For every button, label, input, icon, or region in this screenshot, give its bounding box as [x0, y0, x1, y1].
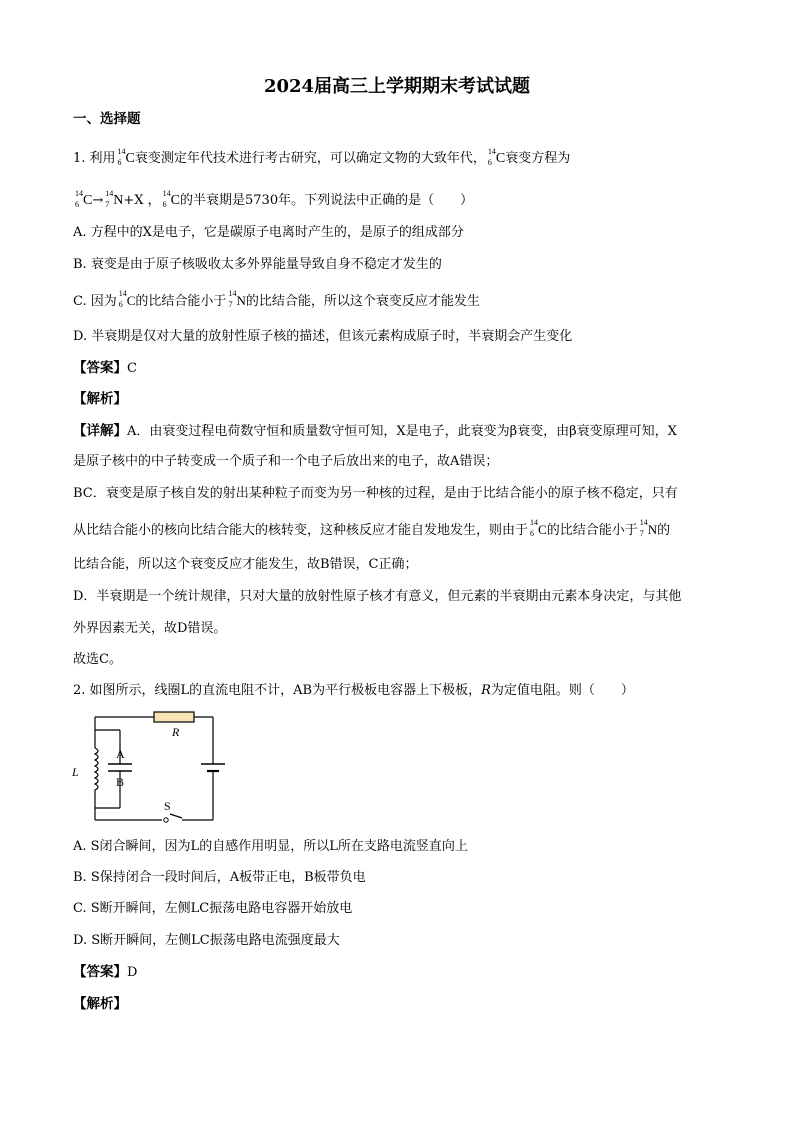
q1-detail-line6: D．半衰期是一个统计规律，只对大量的放射性原子核才有意义，但元素的半衰期由元素本身决定，与其他 [73, 589, 682, 604]
label-r: R [172, 725, 180, 739]
q1-detail-line1: 【详解】A．由衰变过程电荷数守恒和质量数守恒可知，X是电子，此衰变为β衰变，由β衰变原理可知，X [73, 423, 677, 439]
nuclide-n14: 14 7 N [228, 289, 246, 309]
q2-option-c: C. S断开瞬间，左侧LC振荡电路电容器开始放电 [73, 901, 353, 916]
q1-detail-line2: 是原子核中的中子转变成一个质子和一个电子后放出来的电子，故A错误； [73, 454, 499, 469]
nuclide-n14: 14 7 N [105, 189, 124, 209]
q2-answer: 【答案】D [73, 964, 138, 980]
arrow-symbol: → [92, 193, 104, 208]
q2-analysis-label: 【解析】 [73, 996, 127, 1012]
nuclide-c14: 14 6 C [118, 289, 136, 309]
nuclide-c14: 14 6 C [75, 189, 93, 209]
q1-stem-line2: 14 6 C→ 14 7 N+X ， 14 6 C的半衰期是5730年。下列说法中正确的是（ ） [75, 189, 474, 209]
q1-detail-line3: BC．衰变是原子核自发的射出某种粒子而变为另一种核的过程，是由于比结合能小的原子核不稳定，只有 [73, 486, 678, 501]
circuit-diagram [70, 708, 230, 830]
nuclide-n14: 14 7 N [639, 518, 658, 538]
nuclide-c14: 14 6 C [487, 147, 506, 167]
label-l: L [72, 765, 79, 779]
nuclide-c14: 14 6 C [117, 147, 135, 167]
q1-option-c: C. 因为 14 6 C的比结合能小于 14 7 N的比结合能，所以这个衰变反应才能发生 [73, 289, 480, 309]
q2-option-a: A. S闭合瞬间，因为L的自感作用明显，所以L所在支路电流竖直向上 [73, 839, 468, 854]
q1-analysis-label: 【解析】 [73, 391, 127, 407]
label-b: B [116, 775, 125, 789]
q1-stem-line1: 1. 利用 14 6 C衰变测定年代技术进行考古研究，可以确定文物的大致年代， 14 6 C衰变方程为 [73, 147, 571, 167]
q1-detail-line4: 从比结合能小的核向比结合能大的核转变，这种核反应才能自发地发生，则由于 14 6 C的比结合能小于 14 7 N的 [73, 518, 671, 538]
nuclide-c14: 14 6 C [530, 518, 547, 538]
label-s: S [164, 799, 171, 813]
q1-answer: 【答案】C [73, 360, 137, 376]
switch-contact [164, 818, 168, 822]
page-title: 2024届高三上学期期末考试试题 [263, 76, 531, 97]
q1-option-d: D. 半衰期是仅对大量的放射性原子核的描述，但该元素构成原子时，半衰期会产生变化 [73, 329, 573, 344]
q1-option-b: B. 衰变是由于原子核吸收太多外界能量导致自身不稳定才发生的 [73, 257, 442, 272]
nuclide-c14: 14 6 C [162, 189, 180, 209]
q1-conclusion: 故选C。 [73, 652, 122, 667]
q1-detail-line7: 外界因素无关，故D错误。 [73, 621, 227, 636]
label-a: A [116, 747, 125, 761]
q1-option-a: A. 方程中的X是电子，它是碳原子电离时产生的，是原子的组成部分 [73, 225, 464, 240]
inductor-coil [95, 748, 98, 792]
q2-stem: 2. 如图所示，线圈L的直流电阻不计，AB为平行极板电容器上下极板，R为定值电阻。则（ ） [73, 683, 634, 698]
resistor [154, 712, 194, 722]
q2-option-b: B. S保持闭合一段时间后，A板带正电，B板带负电 [73, 870, 366, 885]
q1-detail-line5: 比结合能，所以这个衰变反应才能发生，故B错误，C正确； [73, 557, 418, 572]
section-heading: 一、选择题 [73, 111, 141, 127]
q2-option-d: D. S断开瞬间，左侧LC振荡电路电流强度最大 [73, 933, 340, 948]
